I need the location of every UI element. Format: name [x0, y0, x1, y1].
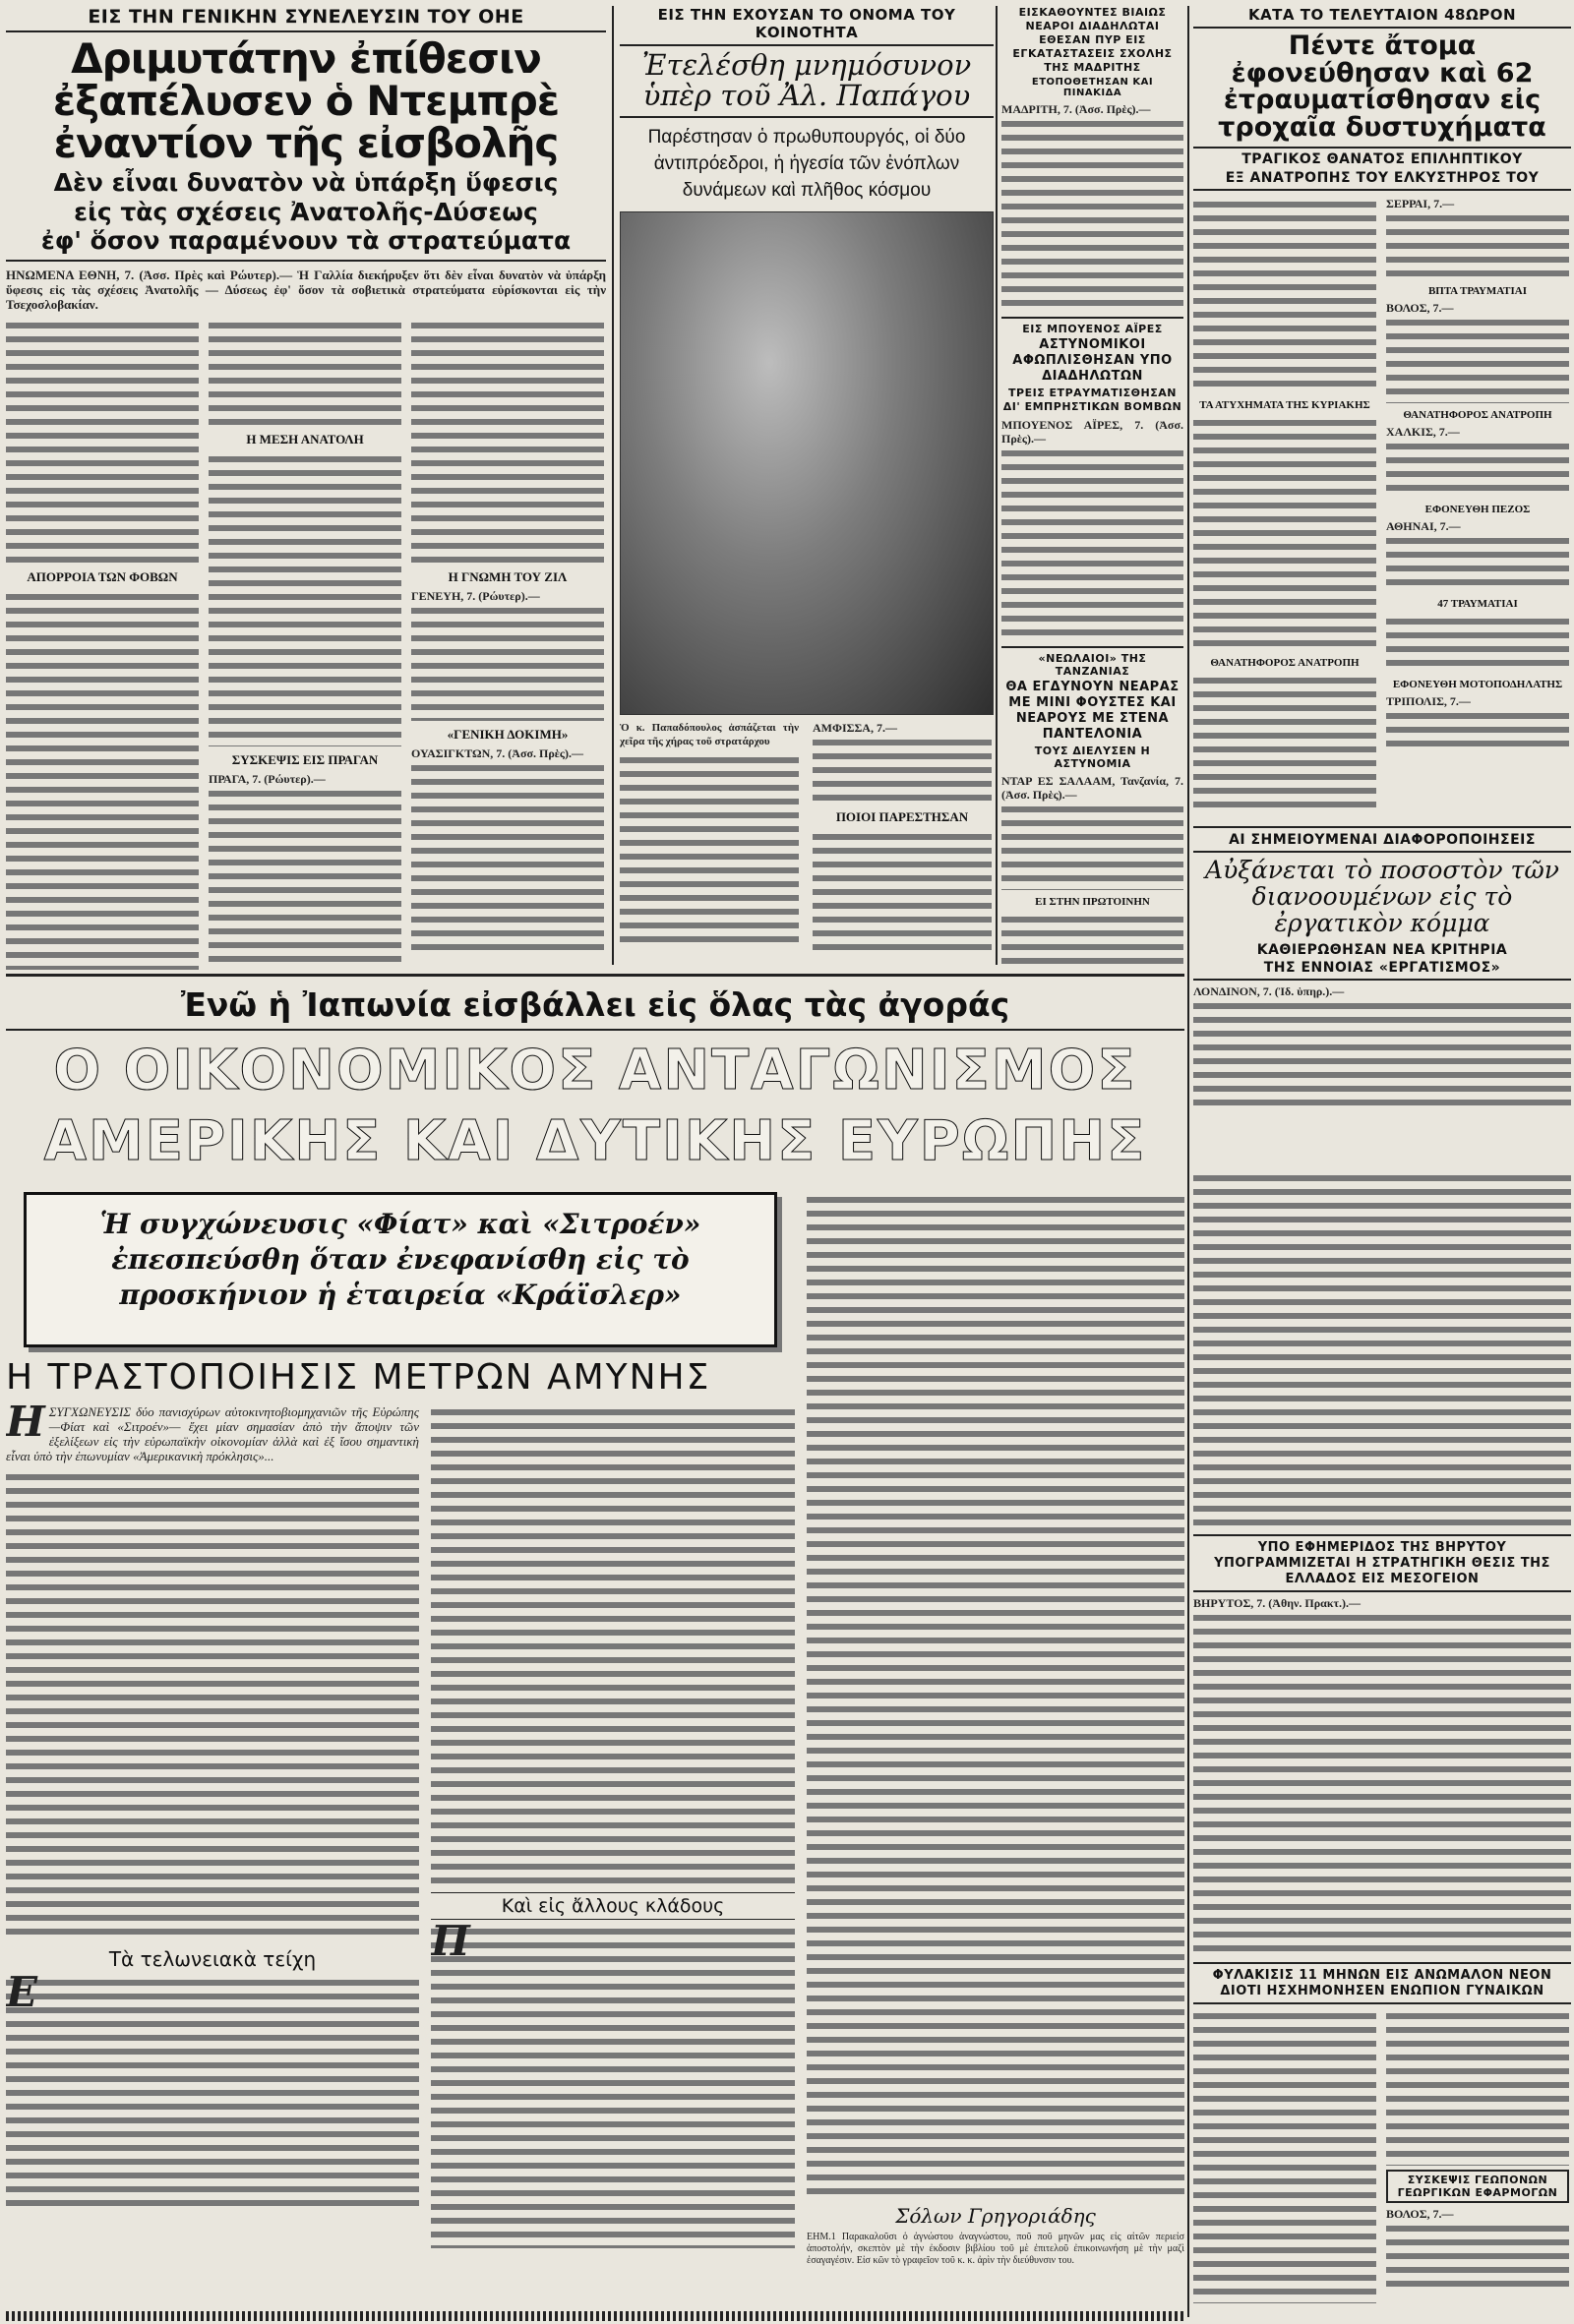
papagos-sub: ΠΟΙΟΙ ΠΑΡΕΣΤΗΣΑΝ [835, 808, 969, 824]
memorial-photo [620, 211, 994, 715]
volos-dateline-text: ΒΟΛΟΣ, 7.— [1386, 301, 1454, 316]
un-sub-4: Η ΓΝΩΜΗ ΤΟΥ ΖΙΛ [448, 568, 568, 584]
customs-sub: Τὰ τελωνειακὰ τείχη [108, 1947, 317, 1971]
un-col-3-text [411, 318, 604, 564]
buenos-deck: ΤΡΕΙΣ ΕΤΡΑΥΜΑΤΙΣΘΗΣΑΝ ΔΙ' ΕΜΠΡΗΣΤΙΚΩΝ ΒΟΜΒΩΝ [1002, 387, 1182, 413]
prague-dateline: ΠΡΑΓΑ, 7. (Ρώυτερ).— [209, 771, 326, 786]
madrid-head: ΕΙΣΚΑΘΟΥΝΤΕΣ ΒΙΑΙΩΣ ΝΕΑΡΟΙ ΔΙΑΔΗΛΩΤΑΙ ΕΘΕΣΑΝ ΠΥΡ ΕΙΣ ΕΓΚΑΤΑΣΤΑΣΕΙΣ ΣΧΟΛΗΣ ΤΗΣ ΜΑΔΡΙΤΗΣ [1012, 6, 1173, 74]
buenos-text [1001, 446, 1183, 642]
traffic-sub-5: ΘΑΝΑΤΗΦΟΡΟΣ ΑΝΑΤΡΟΠΗ [1403, 409, 1552, 422]
traffic-col-2-text [1386, 210, 1569, 279]
feature-col-3 [807, 1192, 1184, 2313]
traffic-sub-4: ΤΑ ΑΤΥΧΗΜΑΤΑ ΤΗΣ ΚΥΡΙΑΚΗΣ [1199, 399, 1370, 412]
tanz-head: ΘΑ ΕΓΔΥΝΟΥΝ ΝΕΑΡΑΣ ΜΕ ΜΙΝΙ ΦΟΥΣΤΕΣ ΚΑΙ ΝΕΑΡΟΥΣ ΜΕ ΣΤΕΝΑ ΠΑΝΤΕΛΟΝΙΑ [1005, 680, 1180, 742]
traffic-col-2-text-b [1386, 315, 1569, 403]
madrid-sub: ΕΤΟΠΟΘΕΤΗΣΑΝ ΚΑΙ ΠΙΝΑΚΙΔΑ [1031, 77, 1154, 98]
volos-dateline [1386, 301, 1569, 315]
bottom-ornament [6, 2311, 1184, 2321]
sentence-col-1 [1193, 2008, 1376, 2303]
sentence-col-2-text-b [1386, 2221, 1569, 2290]
traffic-article [1193, 6, 1571, 822]
tanz-dateline [1001, 774, 1183, 802]
un-kicker: ΕΙΣ ΤΗΝ ΓΕΝΙΚΗΝ ΣΥΝΕΛΕΥΣΙΝ ΤΟΥ ΟΗΕ [6, 6, 606, 32]
tanz-text [1001, 802, 1183, 890]
un-deck-1: Δὲν εἶναι δυνατὸν νὰ ὑπάρξη ὕφεσις [53, 168, 559, 198]
un-sub-2: Η ΜΕΣΗ ΑΝΑΤΟΛΗ [246, 431, 364, 447]
sentence-headline: ΦΥΛΑΚΙΣΙΣ 11 ΜΗΝΩΝ ΕΙΣ ΑΝΩΜΑΛΟΝ ΝΕΟΝ ΔΙΟΤΙ ΗΣΧΗΜΟΝΗΣΕΝ ΕΝΩΠΙΟΝ ΓΥΝΑΙΚΩΝ [1193, 1968, 1571, 2004]
un-sub-5: «ΓΕΝΙΚΗ ΔΟΚΙΜΗ» [447, 726, 569, 742]
traffic-col-1-text-b [1193, 415, 1376, 651]
un-headline: Δριμυτάτην ἐπίθεσιν ἐξαπέλυσεν ὁ Ντεμπρὲ ἐναντίον τῆς εἰσβολῆς [52, 34, 560, 167]
un-col-2-text-b [209, 451, 401, 746]
papagos-deck: Παρέστησαν ὁ πρωθυπουργός, οἱ δύο ἀντιπρόεδροι, ἡ ἡγεσία τῶν ἐνόπλων δυνάμεων καὶ πλῆθος κόσμου [647, 126, 966, 201]
volos-dateline-2-text: ΒΟΛΟΣ, 7.— [1386, 2207, 1454, 2221]
papagos-kicker: ΕΙΣ ΤΗΝ ΕΧΟΥΣΑΝ ΤΟ ΟΝΟΜΑ ΤΟΥ ΚΟΙΝΟΤΗΤΑ [620, 6, 994, 46]
labour-kicker: ΑΙ ΣΗΜΕΙΟΥΜΕΝΑΙ ΔΙΑΦΟΡΟΠΟΙΗΣΕΙΣ [1193, 832, 1571, 853]
un-col-3 [411, 318, 604, 970]
middle-rule-1 [1001, 317, 1183, 319]
madrid-dateline-text: ΜΑΔΡΙΤΗ, 7. (Ἀσσ. Πρὲς).— [1001, 102, 1151, 116]
labour-text [1193, 998, 1571, 1106]
banner-line-1: Ο ΟΙΚΟΝΟΜΙΚΟΣ ΑΝΤΑΓΩΝΙΣΜΟΣ [53, 1039, 1137, 1102]
labour-sub-2: ΤΗΣ ΕΝΝΟΙΑΣ «ΕΡΓΑΤΙΣΜΟΣ» [1193, 960, 1571, 981]
papagos-col-2-text-b [813, 829, 992, 957]
feature-col-1 [6, 1404, 419, 2314]
japan-bar: Ἐνῶ ἡ Ἰαπωνία εἰσβάλλει εἰς ὅλας τὰς ἀγοράς [6, 980, 1184, 1031]
traffic-col-1-text-c [1193, 673, 1376, 810]
middle-rule-2 [1001, 646, 1183, 648]
labour-sub-1: ΚΑΘΙΕΡΩΘΗΣΑΝ ΝΕΑ ΚΡΙΤΗΡΙΑ [1256, 942, 1508, 958]
photo-caption: Ὁ κ. Παπαδόπουλος ἀσπάζεται τὴν χεῖρα τῆς χήρας τοῦ στρατάρχου [620, 721, 799, 747]
un-columns [6, 318, 606, 970]
traffic-col-2-text-d [1386, 533, 1569, 592]
volos-dateline-2 [1386, 2207, 1569, 2221]
tripolis-dateline-text: ΤΡΙΠΟΛΙΣ, 7.— [1386, 694, 1471, 709]
washington-dateline: ΟΥΑΣΙΓΚΤΩΝ, 7. (Ἀσσ. Πρὲς).— [411, 745, 583, 760]
beirut-headline: ΥΠΟ ΕΦΗΜΕΡΙΔΟΣ ΤΗΣ ΒΗΡΥΤΟΥ ΥΠΟΓΡΑΜΜΙΖΕΤΑΙ Η ΣΤΡΑΤΗΓΙΚΗ ΘΕΣΙΣ ΤΗΣ ΕΛΛΑΔΟΣ ΕΙΣ ΜΕΣΟΓΕΙΟΝ [1193, 1540, 1571, 1592]
buenos-head: ΑΣΤΥΝΟΜΙΚΟΙ ΑΦΩΠΛΙΣΘΗΣΑΝ ΥΠΟ ΔΙΑΔΗΛΩΤΩΝ [1012, 337, 1173, 384]
chalkis-dateline-text: ΧΑΛΚΙΣ, 7.— [1386, 425, 1460, 440]
author-signature: Σόλων Γρηγοριάδης [895, 2204, 1096, 2228]
serres-dateline-text: ΣΕΡΡΑΙ, 7.— [1386, 197, 1455, 211]
un-col-2-dateline [209, 772, 401, 786]
traffic-col-2 [1386, 197, 1569, 822]
amfissa-dateline: ΑΜΦΙΣΣΑ, 7.— [813, 720, 897, 735]
section-title: Η ΤΡΑΣΤΟΠΟΙΗΣΙΣ ΜΕΤΡΩΝ ΑΜΥΝΗΣ [6, 1357, 711, 1398]
dropcap-2: Π [431, 1917, 470, 1965]
labour-text-cont [1193, 1170, 1571, 1529]
beirut-dateline [1193, 1596, 1571, 1610]
papagos-col-2 [813, 721, 992, 957]
tanz-kicker: «ΝΕΩΛΑΙΟΙ» ΤΗΣ ΤΑΝΖΑΝΙΑΣ [1038, 652, 1147, 678]
sentence-columns [1193, 2008, 1571, 2303]
feature-col-2-text [431, 1404, 795, 1886]
tripolis-dateline [1386, 694, 1569, 708]
un-col-2-text [209, 318, 401, 426]
un-deck-2: εἰς τὰς σχέσεις Ἀνατολῆς-Δύσεως [74, 197, 538, 226]
papagos-col-1-text [620, 752, 799, 949]
traffic-columns [1193, 197, 1571, 822]
london-dateline [1193, 984, 1571, 998]
papagos-article [620, 6, 994, 965]
buenos-dateline-text: ΜΠΟΥΕΝΟΣ ΑΪΡΕΣ, 7. (Ἀσσ. Πρὲς).— [1001, 418, 1183, 446]
traffic-kicker: ΚΑΤΑ ΤΟ ΤΕΛΕΥΤΑΙΟΝ 48ΩΡΟΝ [1193, 6, 1571, 29]
un-col-3-text-b [411, 603, 604, 721]
traffic-headline: Πέντε ἄτομα ἐφονεύθησαν καὶ 62 ἐτραυματίσθησαν εἰς τροχαῖα δυστυχήματα [1218, 30, 1546, 143]
feature-lead [6, 1404, 419, 1463]
feature-col-1-text-b [6, 1968, 419, 2211]
geneva-dateline: ΓΕΝΕΥΗ, 7. (Ρώυτερ).— [411, 588, 540, 603]
middle-column [1001, 6, 1183, 965]
madrid-dateline [1001, 102, 1183, 116]
un-col-1-text-b [6, 589, 199, 970]
beirut-article [1193, 1534, 1571, 1957]
madrid-text [1001, 116, 1183, 313]
tanz-text-b [1001, 912, 1183, 965]
agronomists-box: ΣΥΣΚΕΨΙΣ ΓΕΩΠΟΝΩΝ ΓΕΩΡΓΙΚΩΝ ΕΦΑΡΜΟΓΩΝ [1386, 2170, 1569, 2203]
feature-col-3-text [807, 1192, 1184, 2200]
papagos-bottom [620, 721, 994, 957]
buenos-dateline [1001, 418, 1183, 446]
editor-note: ΕΗΜ.1 Παρακαλοῦσι ὁ ἀγνώστου ἀναγνώστου, ποῦ ποῦ μηνῶν μας εἰς αἰτῶν περιεἰσ ἀποστολήν, σκεπτὸν μὲ τὴν ἐκδοσιν βιβλίου τοῦ μὲ ἐπιτελοῦ ἐπικοινωνήση μὲ τὴν μαζὶ ἐσαγαγέσιν. Εἰσ κῶν τὸ γραφεῖον τοῦ κ. κ. ἀρὶν τὴν διεύθυνσιν του. [807, 2232, 1184, 2266]
un-col-3-dateline-2 [411, 746, 604, 760]
athens-dateline [1386, 519, 1569, 533]
merger-box: Ἡ συγχώνευσις «Φίατ» καὶ «Σιτροέν» ἐπεσπεύσθη ὅταν ἐνεφανίσθη εἰς τὸ προσκήνιον ἡ ἑταιρεία «Κράϊσλερ» [24, 1192, 777, 1347]
un-col-3-text-c [411, 760, 604, 957]
traffic-sub-8: 47 ΤΡΑΥΜΑΤΙΑΙ [1437, 598, 1518, 611]
traffic-sub-2: ΕΞ ΑΝΑΤΡΟΠΗΣ ΤΟΥ ΕΛΚΥΣΤΗΡΟΣ ΤΟΥ [1193, 170, 1571, 191]
un-article [6, 6, 606, 970]
sentence-col-2-text [1386, 2008, 1569, 2166]
papagos-headline: Ἐτελέσθη μνημόσυνον ὑπὲρ τοῦ Ἀλ. Παπάγου [620, 50, 994, 118]
dropcap-3: Ε [6, 1968, 38, 2016]
sentence-col-2 [1386, 2008, 1569, 2303]
feature-col-2-text-b [431, 1917, 795, 2248]
banner-line-2: ΑΜΕΡΙΚΗΣ ΚΑΙ ΔΥΤΙΚΗΣ ΕΥΡΩΠΗΣ [43, 1109, 1147, 1173]
un-sub-1: ΑΠΟΡΡΟΙΑ ΤΩΝ ΦΟΒΩΝ [27, 568, 178, 584]
un-deck-3: ἐφ' ὅσον παραμένουν τὰ στρατεύματα [6, 228, 606, 262]
rule-3 [1187, 6, 1189, 2317]
traffic-sub-1: ΤΡΑΓΙΚΟΣ ΘΑΝΑΤΟΣ ΕΠΙΛΗΠΤΙΚΟΥ [1193, 147, 1571, 167]
traffic-col-1 [1193, 197, 1376, 822]
other-sectors-sub: Καὶ εἰς ἄλλους κλάδους [431, 1892, 795, 1920]
un-dateline: ΗΝΩΜΕΝΑ ΕΘΝΗ, 7. (Ἀσσ. Πρὲς καὶ Ρώυτερ).— [6, 267, 293, 282]
papagos-col-2-text [813, 735, 992, 804]
london-dateline-text: ΛΟΝΔΙΝΟΝ, 7. (Ἰδ. ὑπηρ.).— [1193, 984, 1345, 998]
papagos-col-1 [620, 721, 799, 957]
traffic-sub-7: ΕΦΟΝΕΥΘΗ ΠΕΖΟΣ [1424, 504, 1531, 516]
chalkis-dateline [1386, 425, 1569, 439]
buenos-kicker: ΕΙΣ ΜΠΟΥΕΝΟΣ ΑΪΡΕΣ [1022, 323, 1163, 335]
un-sub-3: ΣΥΣΚΕΨΙΣ ΕΙΣ ΠΡΑΓΑΝ [231, 751, 379, 767]
feature-col-1-text [6, 1469, 419, 1941]
labour-headline: Αὐξάνεται τὸ ποσοστὸν τῶν διανοουμένων εἰς τὸ ἐργατικὸν κόμμα [1205, 856, 1559, 937]
feature-top-rule [6, 974, 1184, 977]
dropcap-1: Η [6, 1404, 45, 1446]
traffic-sub-3: ΒΠΤΑ ΤΡΑΥΜΑΤΙΑΙ [1427, 285, 1528, 298]
traffic-col-2-text-c [1386, 439, 1569, 498]
serres-dateline [1386, 197, 1569, 210]
rule-2 [996, 6, 998, 965]
un-col-1-text [6, 318, 199, 564]
traffic-sub-6: ΘΑΝΑΤΗΦΟΡΟΣ ΑΝΑΤΡΟΠΗ [1210, 657, 1360, 670]
traffic-col-1-text [1193, 197, 1376, 393]
rule-1 [612, 6, 614, 965]
papagos-dateline [813, 721, 992, 735]
traffic-sub-9: ΕΦΟΝΕΥΘΗ ΜΟΤΟΠΟΔΗΛΑΤΗΣ [1392, 679, 1563, 691]
un-col-2 [209, 318, 401, 970]
tanz-sub: ΤΟΥΣ ΔΙΕΛΥΣΕΝ Η ΑΣΤΥΝΟΜΙΑ [1034, 745, 1151, 770]
labour-article [1193, 826, 1571, 1165]
un-col-1 [6, 318, 199, 970]
un-col-2-text-c [209, 786, 401, 970]
traffic-col-2-text-e [1386, 614, 1569, 673]
un-lead-text: Ἡ Γαλλία διεκήρυξεν ὅτι δὲν εἶναι δυνατὸν νὰ ὑπάρξη ὕφεσις εἰς τὰς σχέσεις Ἀνατολῆς — Δύσεως ἐφ' ὅσον τὰ σοβιετικὰ στρατεύματα εὑρίσκονται εἰς τὴν Τσεχοσλοβακίαν. [6, 267, 606, 312]
feature-lead-text: ΣΥΓΧΩΝΕΥΣΙΣ δύο πανισχύρων αὐτοκινητοβιομηχανιῶν τῆς Εὐρώπης —Φίατ καὶ «Σιτροέν»— ἔχει μίαν σημασίαν ἀπὸ τὴν ἄποψιν τῶν ἐξελίξεων εἰς τὴν εὐρωπαϊκὴν οἰκονομίαν ἀλλὰ καὶ ἐξ ἴσου σημαντικὴ εἶναι ὑπὸ τὴν ἐπωνυμίαν «Ἀμερικανικὴ πρόκλησις»... [6, 1404, 419, 1463]
tanz-dateline-text: ΝΤΑΡ ΕΣ ΣΑΛΑΑΜ, Τανζανία, 7. (Ἀσσ. Πρὲς).— [1001, 774, 1183, 802]
feature-col-2 [431, 1404, 795, 2314]
beirut-dateline-text: ΒΗΡΥΤΟΣ, 7. (Ἀθην. Πρακτ.).— [1193, 1596, 1362, 1610]
beirut-text [1193, 1610, 1571, 1957]
sentence-article [1193, 1962, 1571, 2318]
protevousa-sub: ΕΙ ΣΤΗΝ ΠΡΩΤΟΙΝΗΝ [1035, 896, 1150, 908]
un-col-3-dateline [411, 589, 604, 603]
athens-dateline-text: ΑΘΗΝΑΙ, 7.— [1386, 519, 1461, 534]
un-lead [6, 268, 606, 312]
traffic-col-2-text-f [1386, 708, 1569, 747]
